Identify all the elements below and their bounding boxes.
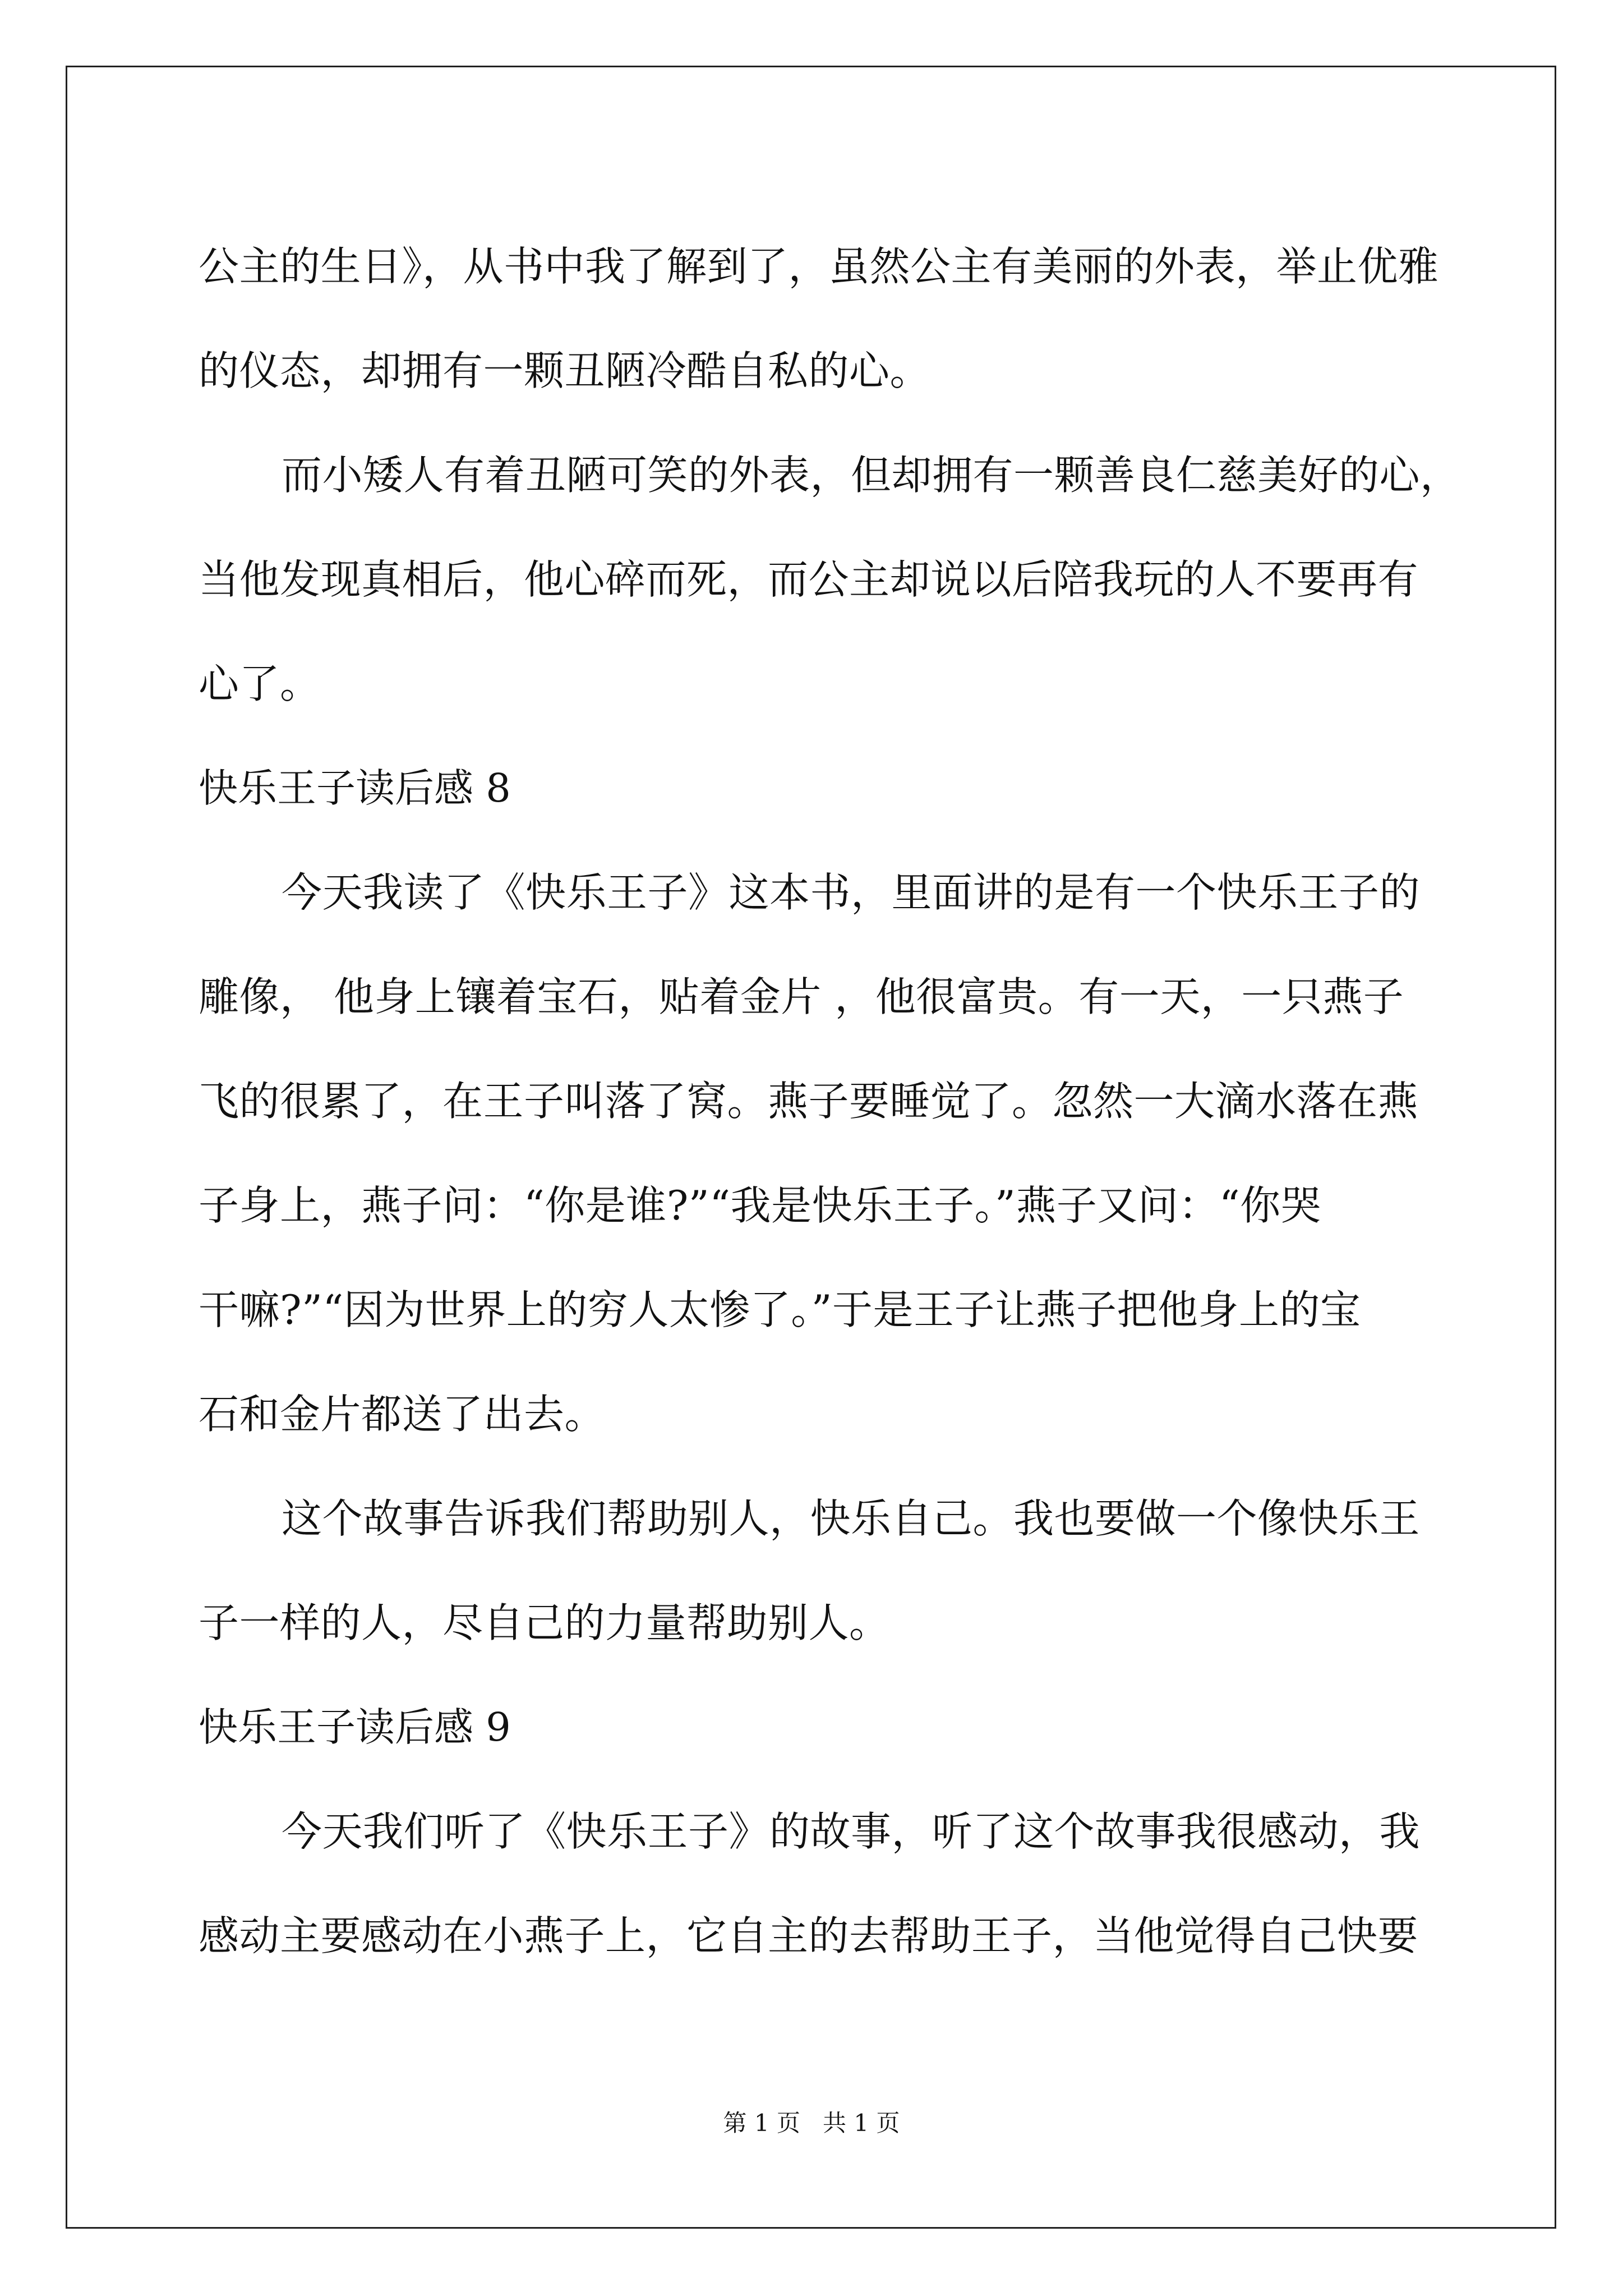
text-line: 子一样的人，尽自己的力量帮助别人。 xyxy=(199,1599,890,1646)
section-heading: 快乐王子读后感 9 xyxy=(199,1704,511,1750)
text-line: 当他发现真相后，他心碎而死，而公主却说以后陪我玩的人不要再有 xyxy=(199,556,1419,603)
paragraph-start-line: 这个故事告诉我们帮助别人，快乐自己。我也要做一个像快乐王 xyxy=(282,1495,1421,1542)
text-line: 心了。 xyxy=(199,660,321,707)
text-line: 的仪态，却拥有一颗丑陋冷酷自私的心。 xyxy=(199,347,931,394)
text-line: 飞的很累了，在王子叫落了窝。燕子要睡觉了。忽然一大滴水落在燕 xyxy=(199,1078,1419,1125)
paragraph-start-line: 而小矮人有着丑陋可笑的外表，但却拥有一颗善良仁慈美好的心， xyxy=(282,452,1461,499)
text-line: 感动主要感动在小燕子上，它自主的去帮助王子，当他觉得自己快要 xyxy=(199,1912,1419,1959)
text-line: 雕像， 他身上镶着宝石，贴着金片 ，他很富贵。有一天，一只燕子 xyxy=(199,973,1404,1020)
text-line: 公主的生日》，从书中我了解到了，虽然公主有美丽的外表，举止优雅 xyxy=(199,243,1439,290)
text-line: 子身上，燕子问：“你是谁?”“我是快乐王子。”燕子又问：“你哭 xyxy=(199,1182,1322,1229)
paragraph-start-line: 今天我们听了《快乐王子》的故事，听了这个故事我很感动，我 xyxy=(282,1808,1421,1855)
page-number-footer: 第 1 页 共 1 页 xyxy=(723,2109,900,2137)
section-heading: 快乐王子读后感 8 xyxy=(199,765,511,811)
text-line: 干嘛?”“因为世界上的穷人太惨了。”于是王子让燕子把他身上的宝 xyxy=(199,1286,1361,1333)
paragraph-start-line: 今天我读了《快乐王子》这本书，里面讲的是有一个快乐王子的 xyxy=(282,869,1421,916)
document-body xyxy=(199,214,1461,1988)
text-line: 石和金片都送了出去。 xyxy=(199,1391,606,1438)
